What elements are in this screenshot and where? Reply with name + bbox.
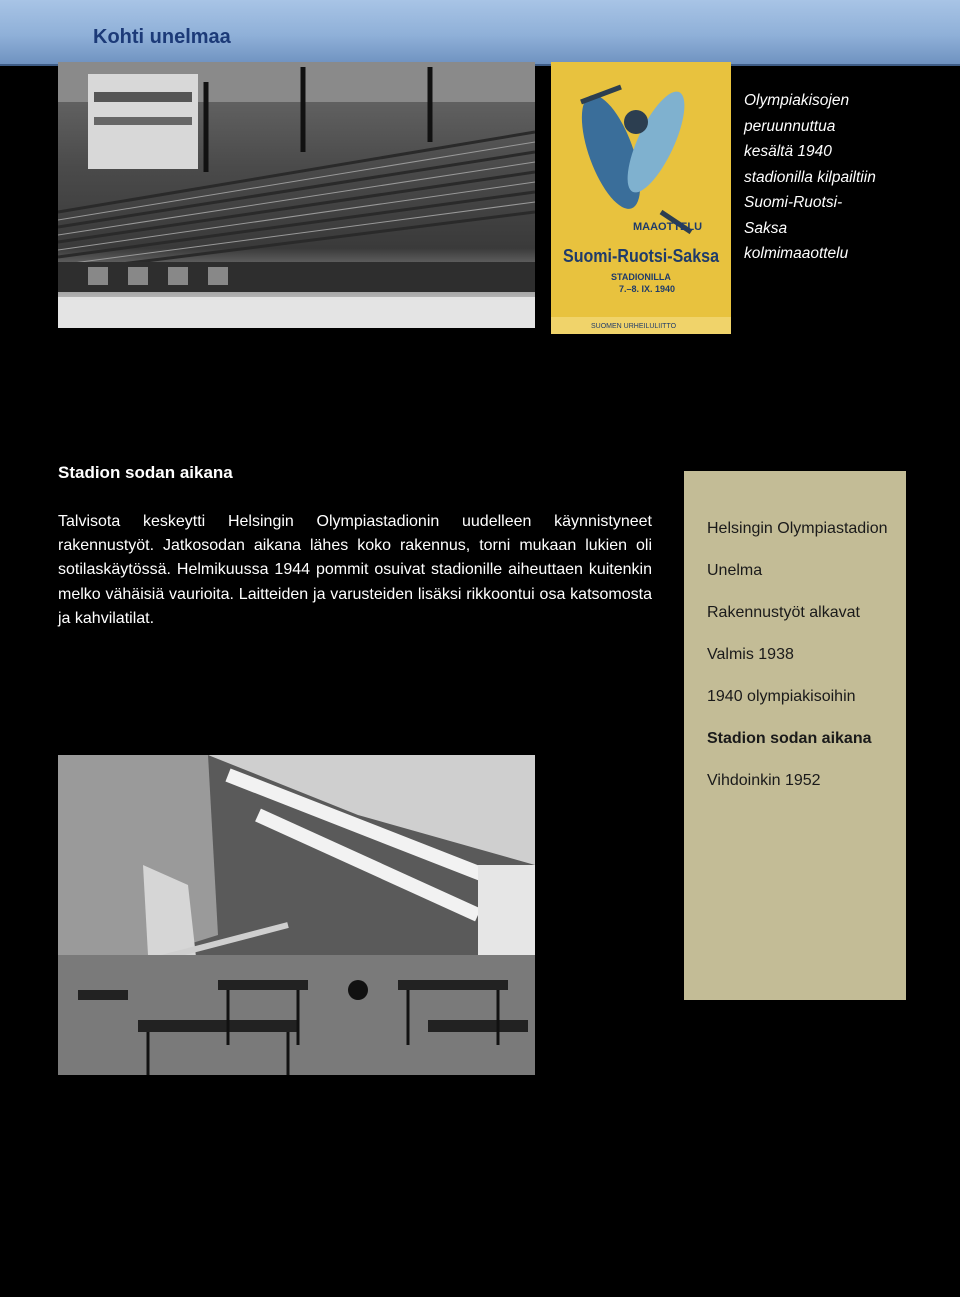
poster-caption: Olympiakisojen peruunnuttua kesältä 1940 stadionilla kilpailtiin Suomi-Ruotsi-Saksa kolmimaaottelu: [744, 92, 876, 262]
sidebar-item-vihdoinkin-1952[interactable]: Vihdoinkin 1952: [707, 772, 821, 789]
event-poster: [551, 62, 731, 334]
page-title: Kohti unelmaa: [93, 26, 231, 48]
sidebar-item-1940-olympiakisoihin[interactable]: 1940 olympiakisoihin: [707, 688, 856, 705]
section-title: Stadion sodan aikana: [58, 463, 233, 482]
sidebar-item-olympiastadion[interactable]: Helsingin Olympiastadion: [707, 520, 888, 537]
sidebar-item-unelma[interactable]: Unelma: [707, 562, 763, 579]
poster-line-1: MAAOTTELU: [633, 221, 703, 233]
damaged-cafe-photo: [58, 755, 535, 1075]
stadium-stands-photo: [58, 62, 535, 328]
poster-line-5: SUOMEN URHEILULIITTO: [591, 323, 677, 330]
sidebar-navigation: [684, 471, 906, 1000]
header-bar: [0, 0, 960, 66]
poster-line-2: Suomi-Ruotsi-Saksa: [563, 246, 720, 266]
poster-line-4: 7.–8. IX. 1940: [619, 284, 676, 294]
section-body: Talvisota keskeytti Helsingin Olympiastadionin uudelleen käynnistyneet rakennustyöt. Jatkosodan aikana lähes koko rakennus, torni mukaan lukien oli sotilaskäytössä. Helmikuussa 1944 pommit osuivat stadionille aiheuttaen kuitenkin melko vähäisiä vaurioita. Laitteiden ja varusteiden lisäksi rikkoontui osa katsomosta ja kahvilatilat.: [58, 513, 652, 627]
sidebar-item-rakennustyot[interactable]: Rakennustyöt alkavat: [707, 604, 860, 621]
sidebar-item-stadion-sodan-aikana[interactable]: Stadion sodan aikana: [707, 730, 872, 747]
sidebar-item-valmis-1938[interactable]: Valmis 1938: [707, 646, 794, 663]
poster-line-3: STADIONILLA: [611, 272, 671, 282]
